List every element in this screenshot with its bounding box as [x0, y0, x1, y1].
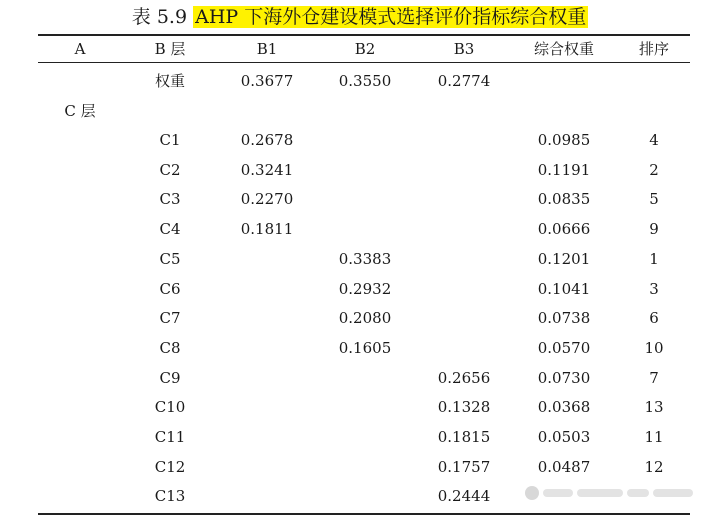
cell-weight: 0.0487 [537, 458, 591, 476]
top-rule [38, 34, 690, 36]
cell-c: C13 [154, 487, 186, 505]
header-b3: B3 [453, 40, 475, 58]
cell-c: C7 [159, 309, 181, 327]
weights-label: 权重 [154, 72, 186, 90]
cell-b2: 0.3383 [338, 250, 392, 268]
cell-weight: 0.0503 [537, 428, 591, 446]
header-weight: 综合权重 [533, 40, 595, 58]
cell-b3: 0.1815 [437, 428, 491, 446]
cell-rank: 1 [649, 250, 659, 268]
watermark-logo [525, 486, 539, 500]
table-title: AHP 下海外仓建设模式选择评价指标综合权重 [195, 6, 587, 28]
watermark-bar [653, 489, 693, 497]
cell-rank: 11 [644, 428, 664, 446]
cell-weight: 0.1041 [537, 280, 591, 298]
watermark [525, 486, 695, 500]
cell-c: C1 [159, 131, 181, 149]
cell-c: C10 [154, 398, 186, 416]
cell-c: C5 [159, 250, 181, 268]
cell-b3: 0.1757 [437, 458, 491, 476]
cell-b1: 0.3241 [240, 161, 294, 179]
cell-weight: 0.1201 [537, 250, 591, 268]
cell-rank: 3 [649, 280, 659, 298]
header-rule [38, 62, 690, 63]
table-number: 表 5.9 [131, 6, 188, 28]
cell-rank: 12 [644, 458, 664, 476]
weight-b2: 0.3550 [338, 72, 392, 90]
cell-rank: 2 [649, 161, 659, 179]
cell-rank: 13 [644, 398, 664, 416]
cell-c: C3 [159, 190, 181, 208]
header-rank: 排序 [638, 40, 670, 58]
weight-b3: 0.2774 [437, 72, 491, 90]
cell-rank: 5 [649, 190, 659, 208]
bottom-rule [38, 513, 690, 515]
cell-c: C4 [159, 220, 181, 238]
cell-weight: 0.0738 [537, 309, 591, 327]
cell-weight: 0.0666 [537, 220, 591, 238]
cell-c: C2 [159, 161, 181, 179]
cell-b2: 0.1605 [338, 339, 392, 357]
cell-b3: 0.2444 [437, 487, 491, 505]
watermark-bar [627, 489, 649, 497]
cell-weight: 0.0368 [537, 398, 591, 416]
cell-c: C6 [159, 280, 181, 298]
watermark-bar [577, 489, 623, 497]
table-caption [0, 4, 720, 30]
cell-c: C11 [154, 428, 186, 446]
cell-c: C8 [159, 339, 181, 357]
cell-rank: 9 [649, 220, 659, 238]
header-b1: B1 [256, 40, 278, 58]
cell-rank: 10 [644, 339, 664, 357]
cell-rank: 4 [649, 131, 659, 149]
cell-weight: 0.0835 [537, 190, 591, 208]
cell-rank: 6 [649, 309, 659, 327]
cell-weight: 0.0730 [537, 369, 591, 387]
cell-b1: 0.1811 [240, 220, 294, 238]
header-b2: B2 [354, 40, 376, 58]
cell-b1: 0.2270 [240, 190, 294, 208]
cell-c: C12 [154, 458, 186, 476]
cell-rank: 7 [649, 369, 659, 387]
cell-b3: 0.1328 [437, 398, 491, 416]
header-a: A [74, 40, 86, 58]
header-b: B 层 [154, 40, 186, 58]
cell-weight: 0.1191 [537, 161, 591, 179]
watermark-bar [543, 489, 573, 497]
cell-b3: 0.2656 [437, 369, 491, 387]
c-layer-label: C 层 [64, 102, 96, 120]
cell-b2: 0.2080 [338, 309, 392, 327]
weight-b1: 0.3677 [240, 72, 294, 90]
cell-b2: 0.2932 [338, 280, 392, 298]
cell-c: C9 [159, 369, 181, 387]
cell-b1: 0.2678 [240, 131, 294, 149]
cell-weight: 0.0985 [537, 131, 591, 149]
cell-weight: 0.0570 [537, 339, 591, 357]
